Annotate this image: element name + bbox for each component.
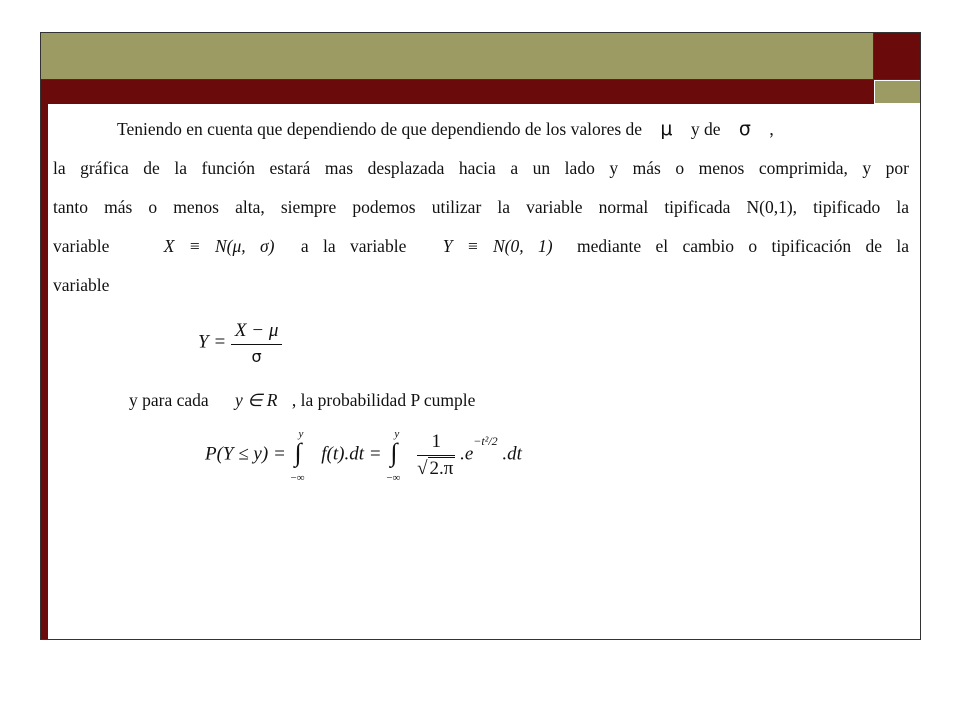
text-segment: a la variable: [300, 236, 407, 256]
probability-line: [129, 390, 475, 411]
text-segment: Teniendo en cuenta que dependiendo de que dependiendo de los valores de: [117, 119, 643, 139]
probability-formula: [205, 430, 522, 490]
formula-end: .dt: [502, 443, 522, 465]
paragraph: [53, 110, 909, 305]
fraction-denominator: σ: [251, 347, 262, 366]
sqrt-radicand: 2.π: [429, 457, 454, 479]
integral-symbol: ∫: [294, 438, 302, 467]
text-segment: variable: [53, 236, 110, 256]
text-segment: mediante el cambio o tipificación de la: [576, 236, 910, 256]
left-accent-bar: [41, 104, 48, 639]
exponent: −t²/2: [473, 434, 498, 449]
mu-symbol: μ: [660, 118, 673, 140]
text-line-5: variable: [53, 275, 110, 295]
header-band: [41, 33, 874, 80]
slide-frame: [40, 32, 921, 640]
sigma-symbol: σ: [738, 118, 751, 140]
fraction: [417, 431, 455, 480]
corner-square: [874, 33, 920, 80]
text-line-4: [53, 227, 909, 266]
integral-lower-limit: −∞: [386, 472, 401, 484]
accent-band: [41, 80, 874, 104]
formula-lhs: Y =: [198, 331, 227, 353]
text-segment: y de: [690, 119, 721, 139]
fraction-denominator: √ 2.π: [417, 457, 454, 479]
text-line-2: la gráfica de la función estará mas desplazada hacia a un lado y más o menos comprimida, y por: [53, 158, 909, 178]
text-segment: ,: [769, 119, 774, 139]
fraction-numerator: 1: [417, 431, 455, 456]
standardization-formula: [198, 320, 282, 366]
integral-sign: [386, 428, 412, 484]
text-line-3: tanto más o menos alta, siempre podemos utilizar la variable normal tipificada N(0,1), tipificado la: [53, 197, 909, 217]
integral-symbol: ∫: [390, 438, 398, 467]
exponential-base: .e: [460, 443, 474, 465]
fraction: [231, 320, 282, 366]
math-y-normal: Y ≡ N(0, 1): [442, 236, 553, 256]
integral-upper-limit: y: [298, 428, 304, 440]
formula-lhs: P(Y ≤ y) =: [205, 443, 286, 465]
fraction-numerator: X − μ: [231, 320, 282, 345]
math-x-normal: X ≡ N(μ, σ): [163, 236, 275, 256]
text-segment: y para cada: [129, 390, 209, 410]
text-line-1: [53, 110, 909, 149]
text-segment: , la probabilidad P cumple: [291, 390, 476, 410]
integral-sign: [290, 428, 317, 484]
formula-middle: f(t).dt =: [321, 443, 382, 465]
integral-lower-limit: −∞: [290, 472, 305, 484]
accent-square: [875, 81, 920, 103]
math-y-in-r: y ∈ R: [235, 390, 278, 410]
integral-upper-limit: y: [394, 428, 400, 440]
